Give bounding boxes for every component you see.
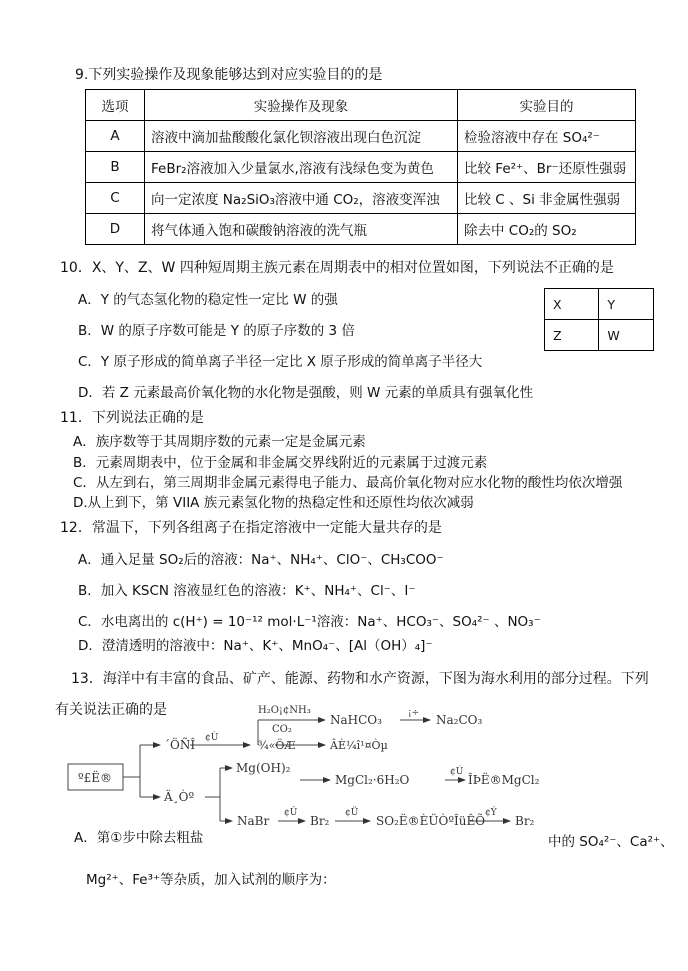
na2co3-label: Na₂CO₃ <box>436 713 483 727</box>
row-operation: 溶液中滴加盐酸酸化氯化钡溶液出现白色沉淀 <box>145 121 458 152</box>
step5-mark: ¢Ý <box>485 808 497 818</box>
row-option: D <box>86 214 145 245</box>
q13-option-a-right: 中的 SO₄²⁻、Ca²⁺、 <box>548 834 674 850</box>
periodic-table-fragment <box>544 288 654 351</box>
table-row <box>86 152 636 183</box>
nahco3-label: NaHCO₃ <box>330 713 382 727</box>
row-goal: 检验溶液中存在 SO₄²⁻ <box>458 121 636 152</box>
row-goal: 除去中 CO₂的 SO₂ <box>458 214 636 245</box>
mgcl2-hydrate-label: MgCl₂·6H₂O <box>335 773 410 787</box>
table-row <box>86 183 636 214</box>
row-operation: 向一定浓度 Na₂SiO₃溶液中通 CO₂，溶液变浑浊 <box>145 183 458 214</box>
seawater-label: º£Ë® <box>78 771 113 785</box>
step3-mark: ¢Û <box>284 808 298 818</box>
reagent-co2: CO₂ <box>272 724 292 735</box>
crude-salt-label: ´ÖÑÎ <box>164 738 196 752</box>
q11-stem: 11．下列说法正确的是 <box>60 410 204 426</box>
row-option: C <box>86 183 145 214</box>
q12-option-d: D．澄清透明的溶液中：Na⁺、K⁺、MnO₄⁻、[Al（OH）₄]⁻ <box>78 638 433 654</box>
q12-stem: 12．常温下，下列各组离子在指定溶液中一定能大量共存的是 <box>60 520 442 536</box>
q12-option-a: A．通入足量 SO₂后的溶液：Na⁺、NH₄⁺、ClO⁻、CH₃COO⁻ <box>78 552 444 568</box>
q11-option-b: B．元素周期表中，位于金属和非金属交界线附近的元素属于过渡元素 <box>73 455 488 471</box>
q11-option-c: C．从左到右，第三周期非金属元素得电子能力、最高价氧化物对应水化物的酸性均依次增强 <box>73 475 623 491</box>
q12-option-b: B．加入 KSCN 溶液显红色的溶液：K⁺、NH₄⁺、Cl⁻、I⁻ <box>78 583 416 599</box>
row-option: B <box>86 152 145 183</box>
mgoh2-label: Mg(OH)₂ <box>236 761 291 775</box>
heat-mark: ¡÷ <box>408 708 420 718</box>
q13-option-a-line2: Mg²⁺、Fe³⁺等杂质，加入试剂的顺序为： <box>86 872 336 888</box>
step4-mark: ¢Ü <box>345 808 359 818</box>
q10-option-a: A．Y 的气态氢化物的稳定性一定比 W 的强 <box>78 292 338 308</box>
mother-liquor-label: Ä¸Òº <box>164 790 195 804</box>
row-operation: FeBr₂溶液加入少量氯水,溶液有浅绿色变为黄色 <box>145 152 458 183</box>
header-operation: 实验操作及现象 <box>145 90 458 121</box>
refine-label: ¾«ÖÆ <box>258 739 296 752</box>
q12-option-c: C．水电离出的 c(H⁺) = 10⁻¹² mol·L⁻¹溶液：Na⁺、HCO₃⁻、SO₄²⁻ 、NO₃⁻ <box>78 614 541 630</box>
q13-option-a-line1: A．第①步中除去粗盐 <box>74 830 204 846</box>
q13-stem-line1: 13．海洋中有丰富的食品、矿产、能源、药物和水产资源，下图为海水利用的部分过程。下列 <box>71 671 649 687</box>
q10-option-b: B．W 的原子序数可能是 Y 的原子序数的 3 倍 <box>78 323 355 339</box>
q10-option-c: C．Y 原子形成的简单离子半径一定比 X 原子形成的简单离子半径大 <box>78 354 483 370</box>
row-option: A <box>86 121 145 152</box>
reagent-h2o-nh3: H₂O¡¢NH₃ <box>258 705 311 716</box>
row-goal: 比较 C 、Si 非金属性强弱 <box>458 183 636 214</box>
br2-label-b: Br₂ <box>515 814 535 828</box>
table-row <box>86 214 636 245</box>
q11-option-d: D.从上到下，第 VIIA 族元素氢化物的热稳定性和还原性均依次减弱 <box>73 495 474 511</box>
step2-mark: ¢Ú <box>450 767 464 777</box>
seawater-process-diagram <box>0 700 688 840</box>
table-header-row <box>86 90 636 121</box>
q9-table <box>85 89 636 245</box>
q11-option-a: A．族序数等于其周期序数的元素一定是金属元素 <box>73 434 366 450</box>
q10-option-d: D．若 Z 元素最高价氧化物的水化物是强酸，则 W 元素的单质具有强氧化性 <box>78 385 534 401</box>
br2-label-a: Br₂ <box>310 814 330 828</box>
header-goal: 实验目的 <box>458 90 636 121</box>
table-row <box>86 121 636 152</box>
element-y: Y <box>599 289 654 320</box>
element-z: Z <box>545 320 599 351</box>
nabr-label: NaBr <box>237 814 270 828</box>
row-goal: 比较 Fe²⁺、Br⁻还原性强弱 <box>458 152 636 183</box>
so2-absorb-label: SO₂Ë®ÈÜÒºÎüÊÕ <box>376 814 486 828</box>
header-option: 选项 <box>86 90 145 121</box>
row-operation: 将气体通入饱和碳酸钠溶液的洗气瓶 <box>145 214 458 245</box>
element-x: X <box>545 289 599 320</box>
q10-stem: 10．X、Y、Z、W 四种短周期主族元素在周期表中的相对位置如图，下列说法不正确的是 <box>60 260 614 276</box>
step1-mark: ¢Ù <box>205 733 219 743</box>
chlor-alkali-label: ÂÈ¼î¹¤Òµ <box>330 739 388 752</box>
element-w: W <box>599 320 654 351</box>
q9-stem: 9.下列实验操作及现象能够达到对应实验目的的是 <box>75 67 383 83</box>
q13-stem-line2: 有关说法正确的是 <box>55 702 167 718</box>
anhydrous-mgcl2-label: ÎÞË®MgCl₂ <box>468 773 540 787</box>
